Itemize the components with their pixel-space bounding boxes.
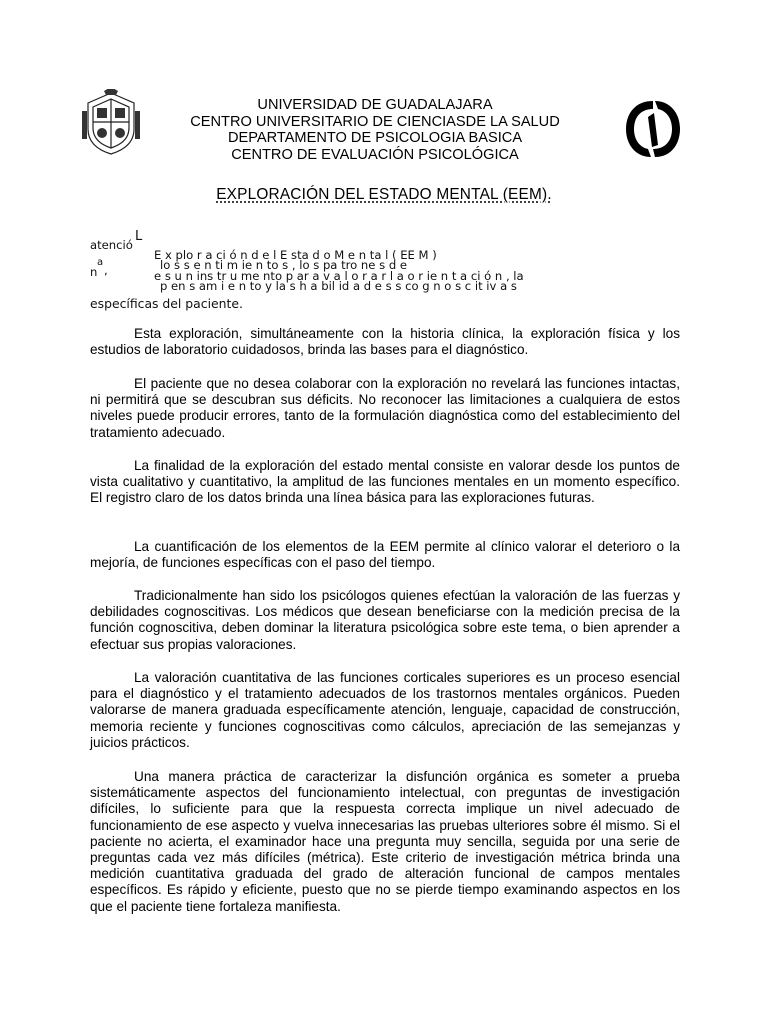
body-paragraph: La cuantificación de los elementos de la EEM permite al clínico valorar el deterioro o la mejoría, de funciones específicas con el paso del tiempo. [90, 539, 680, 571]
body-paragraph: El paciente que no desea colaborar con la exploración no revelará las funciones intactas, ni permitirá que se descubran sus déficits. No reconocer las limitaciones a cualquiera de estos niveles puede producir errores, tanto de la formulación diagnóstica como del establecimiento del tratamiento adecuado. [90, 376, 680, 440]
garbled-text-fragment: atenció [90, 238, 133, 252]
garbled-text-row: e s u n ins tr u me nto p ar a v a l o r a r l a o r ie n t a ci ó n , la [154, 269, 524, 283]
body-paragraph: La finalidad de la exploración del estado mental consiste en valorar desde los puntos de vista cualitativo y cuantitativo, la amplitud de las funciones mentales en un momento específico. El registro claro de los datos brinda una línea básica para las exploraciones futuras. [90, 458, 680, 506]
body-paragraph: La valoración cuantitativa de las funciones corticales superiores es un proceso esencial para el diagnóstico y el tratamiento adecuados de los trastornos mentales orgánicos. Pueden valorarse de manera graduada específicamente atención, lenguaje, capacidad de construcción, memoria reciente y funciones cognoscitivas como cálculos, apreciación de las semejanzas y juicios prácticos. [90, 670, 680, 750]
header-evaluation-center: CENTRO DE EVALUACIÓN PSICOLÓGICA [231, 146, 519, 163]
body-paragraph: Una manera práctica de caracterizar la disfunción orgánica es someter a prueba sistemáticamente aspectos del funcionamiento intelectual, con preguntas de investigación difíciles, lo suficiente para que la respuesta correcta implique un nivel adecuado de funcionamiento de ese aspecto y vuelva innecesarias las pruebas ulteriores sobre él mismo. Si el paciente no acierta, el examinador hace una pregunta muy sencilla, seguida por una serie de preguntas cada vez más difíciles (métrica). Este criterio de investigación métrica brinda una medición cuantitativa graduada del grado de alteración funcional de campos mentales específicos. Es rápido y eficiente, puesto que no se pierde tiempo examinando aspectos en los que el paciente tiene fortaleza manifiesta. [90, 769, 680, 914]
garbled-text-end: específicas del paciente. [90, 296, 243, 311]
body-paragraph: Esta exploración, simultáneamente con la historia clínica, la exploración física y los estudios de laboratorio cuidadosos, brinda las bases para el diagnóstico. [90, 326, 680, 358]
garbled-text-fragment: L [135, 229, 143, 244]
garbled-text-fragment: a [97, 257, 104, 268]
header-center: CENTRO UNIVERSITARIO DE CIENCIASDE LA SALUD [190, 113, 560, 130]
header-university: UNIVERSIDAD DE GUADALAJARA [257, 97, 493, 113]
garbled-text-row: E x plo r a ci ó n d e l E sta d o M e n ta l ( EE M ) [154, 248, 437, 262]
evaluation-center-logo-icon [624, 99, 682, 159]
document-title: EXPLORACIÓN DEL ESTADO MENTAL (EEM). [216, 186, 552, 203]
body-paragraph: Tradicionalmente han sido los psicólogos quienes efectúan la valoración de las fuerzas y debilidades cognoscitivas. Los médicos que desean beneficiarse con la medición precisa de la función cognoscitiva, deben dominar la literatura psicológica sobre este tema, o bien aprender a efectuar sus propias valoraciones. [90, 588, 680, 652]
garbled-text-fragment: n [90, 265, 98, 279]
garbled-text-fragment: , [104, 263, 108, 277]
institution-header [150, 97, 600, 163]
university-seal-icon [80, 89, 142, 157]
garbled-text-row: p en s am i e n to y la s h a bil id a d e s s co g n o s c it iv a s [160, 279, 517, 293]
header-department: DEPARTAMENTO DE PSICOLOGIA BASICA [227, 130, 523, 147]
garbled-text-row: lo s s e n ti m ie n to s , lo s pa tro ne s d e [160, 258, 408, 272]
